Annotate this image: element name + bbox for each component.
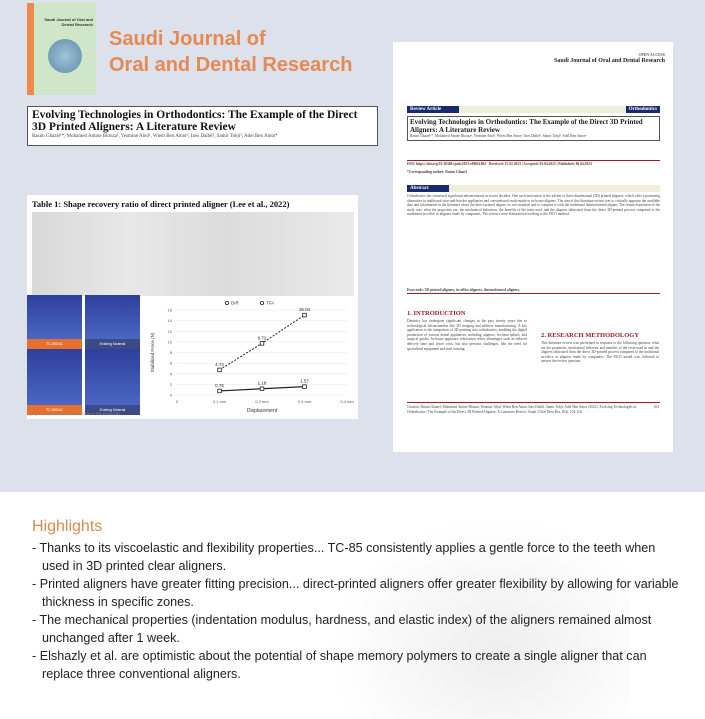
highlight-item: - Printed aligners have greater fitting precision... direct-printed aligners offer greater flexibility by allowing for variable thickness in specific zones. [32,577,679,609]
abstract-label: Abstract [407,185,449,192]
data-point [303,313,307,317]
highlights-heading: Highlights [32,518,103,535]
data-label: 0.76 [215,382,224,388]
review-label: Review Article [407,106,459,113]
method-heading: 2. RESEARCH METHODOLOGY [541,332,640,339]
legend-marker [225,301,228,304]
aligner-micrograph [32,212,354,296]
journal-title [109,26,352,78]
photo-label: TC-85DAC [27,339,82,349]
cover-title: Saudi Journal of Oral and Dental Research [44,17,93,27]
figure-caption: Fig 4. Comparison of Stabilized Force of TFA versus DIR [32,412,120,416]
paper-first-page [393,42,673,452]
article-title-box [27,106,378,146]
article-authors: Rasim Ghazel¹*, Mohamed Amine Blouza¹, Yesmine Abid¹, Wiem Ben Amor², Ines Dallel³, Samir Tobji³, Adel Ben Amor⁴ [32,134,278,139]
data-point [303,385,307,389]
dates: Received: 27.02.2023 | Accepted: 03.04.2023 | Published: 06.04.2023 [488,162,592,166]
highlight-item: - Elshazly et al. are optimistic about the potential of shape memory polymers to create a single aligner that can replace three conventional aligners. [32,649,647,681]
section-label: Orthodontics [626,106,660,113]
y-tick-label: 12 [167,328,172,334]
data-label: 1.57 [300,378,309,384]
data-label: 9.72 [257,335,267,341]
keywords: Keywords: 3D printed aligners, in-office aligners, thermoformed aligners. [407,288,660,294]
abstract-text: Orthodontics has witnessed significant advancements in recent decades. One such innovation is the advent of three dimensional (3D) printed aligners, which offer a promising alternative to traditional wire-and-bracket appliances and conventional ready-made or in-house aligners. The aim of this literature review was to critically appraise the available data and information in the literature about the direct printed aligner, its raw material and to compare it with the traditional thermoformed aligner. The research question of the study was: what the properties are, the mechanical behaviour, the benefits of the resin used, and the aligners fabricated from the direct 3D-printed process compared to the traditional in-office or aligners made by companies. The reviews were elaborated according to the PICO method. [407,194,660,217]
highlight-item: - The mechanical properties (indentation modulus, hardness, and elastic index) of the aligners remained almost unchanged after 1 week. [32,613,652,645]
photo-label: Existing Material [85,339,140,349]
method-text: This literature review was performed in response to the following question: what are the properties, mechanical behavior and benefits of the resin used in and the aligners fabricated from the direct 3D-printed process compared to the traditional in-office or aligners made by companies. The PICO model was followed to answer the review question. [541,341,659,364]
photo-label: Existing Material [85,405,140,415]
y-tick-label: 0 [169,392,172,398]
legend-label: DIR [231,300,239,306]
y-tick-label: 2 [169,381,172,387]
article-title: Evolving Technologies in Orthodontics: The Example of the Direct 3D Printed Aligners: A Literature Review [32,109,358,133]
x-tick-label: 0.3 mm [297,399,312,404]
data-point [260,387,264,391]
doi[interactable]: DOI: https://doi.org/10.36348/sjodr.2023.v08i04.002 [407,162,487,166]
photo-1 [27,295,82,339]
paper-authors: Rasim Ghazel¹*, Mohamed Amine Blouza¹, Yesmine Abid¹, Wiem Ben Amor², Ines Dallel³, Samir Tobji³, Adel Ben Amor⁴ [410,134,587,138]
y-axis-label: Stabilized Force (N) [150,332,155,373]
y-tick-label: 4 [169,371,172,377]
intro-heading: 1. INTRODUCTION [407,310,466,317]
legend-marker [260,301,263,304]
highlight-item: - Thanks to its viscoelastic and flexibility properties... TC-85 consistently applies a gentle force to the teeth when used in 3D printed clear aligners. [32,541,656,573]
data-point [218,389,222,393]
y-tick-label: 6 [169,360,172,366]
photo-3 [27,349,82,405]
y-tick-label: 10 [167,339,172,345]
corresponding-author: *Corresponding author: Rasim Ghazel [407,170,467,174]
data-point [218,368,222,372]
x-tick-label: 0.1 mm [212,399,227,404]
open-access: OPEN ACCESS [638,52,665,57]
intro-text: Dentistry has undergone significant changes in the past twenty years due to technological advancements like 3D imaging and additive manufacturing. A key application is the integration of 3D printing into orthodontics, enabling the digital production of various dental appliances, including aligners, occlusal splints, and surgical guides. In-house appliance fabrication offers advantages such as reduced delivery time and lower costs, but also presents challenges, like the need for specialized equipment and staff training. [407,319,527,351]
photo-2 [85,295,140,339]
table-panel [27,195,358,419]
x-axis-label: Displacement [246,408,278,414]
legend-label: TFA [266,300,275,306]
paper-title: Evolving Technologies in Orthodontics: The Example of the Direct 3D Printed Aligners: A Literature Review [410,118,643,134]
data-label: 15.04 [298,307,311,313]
y-tick-label: 8 [169,350,172,355]
photo-4 [85,349,140,405]
paper-journal: Saudi Journal of Oral and Dental Research [554,58,665,64]
x-tick-label: 0 [175,399,179,404]
x-tick-label: 0.2 mm [255,399,269,404]
photo-label: TC-85DAC [27,405,82,415]
data-label: 4.72 [215,361,224,367]
page-number: 104 [653,405,659,409]
data-label: 1.18 [257,380,267,386]
table-caption: Table 1: Shape recovery ratio of direct printed aligner (Lee et al., 2022) [32,199,290,209]
journal-title-line2: Oral and Dental Research [109,54,353,76]
highlights-section [32,518,682,684]
data-point [260,342,264,346]
y-tick-label: 16 [167,307,172,313]
cover-image [48,39,82,73]
x-tick-label: 0.4 mm [340,399,354,404]
journal-cover [27,3,96,95]
y-tick-label: 14 [167,318,172,324]
citation: Citation: Rasim Ghazel, Mohamed Amine Blouza, Yesmine Abid, Wiem Ben Amor, Ines Dallel, Samir Tobji, Adel Ben Amor (2023). Evolving Technologies in Orthodontics: The Example of the Direct 3D Printed Aligners: A Literature Review. Saudi J Oral Dent Res, 8(4): 104-116. [407,402,660,414]
journal-title-line1: Saudi Journal of [109,28,266,50]
